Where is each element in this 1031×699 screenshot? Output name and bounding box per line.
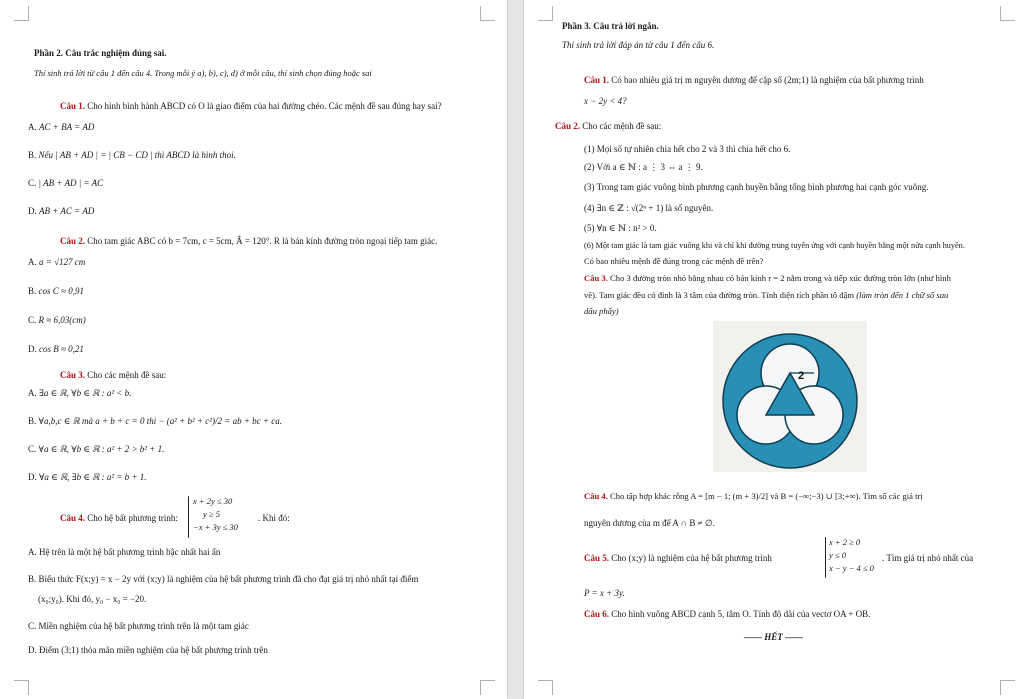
question-text-line2: P = x + 3y. [584,588,625,598]
question-label: Câu 1. [584,75,610,85]
question-text-after: . Khi đó: [258,513,290,523]
question-1 [60,101,442,112]
question-text: Cho (x;y) là nghiệm của hệ bất phương trình [611,553,772,563]
statement-4: (4) ∃n ∈ ℤ : √(2ⁿ + 1) là số nguyên. [584,203,714,213]
question-4 [60,513,178,524]
short-question-1 [584,75,924,86]
question-3 [60,370,166,381]
short-question-4 [584,491,923,502]
short-question-3 [584,273,951,284]
option-b: B. ∀a,b,c ∈ ℝ mà a + b + c = 0 thì − (a² + b² + c²)/2 = ab + bc + ca. [28,416,282,426]
question-label: Câu 1. [60,101,86,111]
option-b: B. Nếu | AB + AD | = | CB − CD | thì ABCD là hình thoi. [28,150,236,160]
statement-2: (2) Với a ∈ ℕ : a ⋮ 3 ⇔ a ⋮ 9. [584,162,703,172]
question-label: Câu 5. [584,553,610,563]
question-text-line2: x − 2y < 4? [584,96,627,106]
question-text-line2: nguyên dương của m để A ∩ B ≠ ∅. [584,518,715,528]
question-note: dấu phẩy) [584,306,619,316]
question-label: Câu 3. [60,370,86,380]
question-label: Câu 2. [60,236,86,246]
option-c: C. R ≈ 6,03(cm) [28,315,86,325]
question-text: Cho 3 đường tròn nhỏ bằng nhau có bán kính r = 2 nằm trong và tiếp xúc đường tròn lớn (như hình [610,273,951,283]
question-text: Cho các mệnh đề sau: [87,370,167,380]
question-text: Cho hình bình hành ABCD có O là giao điểm của hai đường chéo. Các mệnh đề sau đúng hay sai? [87,101,442,111]
inequality-system: x + 2y ≤ 30 y ≥ 5 −x + 3y ≤ 30 [193,496,238,532]
question-text-after: . Tìm giá trị nhỏ nhất của [882,553,974,563]
question-prompt: Có bao nhiêu mệnh đề đúng trong các mệnh đề trên? [584,256,764,266]
crop-mark [538,6,553,21]
option-b: B. Biểu thức F(x;y) = x − 2y với (x;y) là nghiệm của hệ bất phương trình đã cho đạt giá trị nhỏ nhất tại điểm [28,574,419,584]
section-title: Phần 3. Câu trả lời ngắn. [562,21,659,31]
option-a: A. ∃a ∈ ℝ, ∀b ∈ ℝ : a² < b. [28,388,132,398]
question-text-line2: vẽ). Tam giác đều có đỉnh là 3 tâm của đường tròn. Tính diện tích phần tô đậm (làm tròn đến 1 chữ số sau [584,290,949,300]
statement-3: (3) Trong tam giác vuông bình phương cạnh huyền bằng tổng bình phương hai cạnh góc vuông. [584,182,929,192]
question-label: Câu 4. [60,513,86,523]
option-a: A. Hệ trên là một hệ bất phương trình bậc nhất hai ẩn [28,547,221,557]
question-2 [60,236,437,247]
option-b-continued: (x₀;y₀). Khi đó, y₀ − x₀ = −20. [38,594,147,604]
option-d: D. ∀a ∈ ℝ, ∃b ∈ ℝ : a² = b + 1. [28,472,147,482]
option-c: C. Miền nghiệm của hệ bất phương trình trên là một tam giác [28,621,249,631]
question-text: Cho các mệnh đề sau: [582,121,662,131]
option-a: A. AC + BA = AD [28,122,95,132]
left-page [0,0,507,699]
statement-5: (5) ∀n ∈ ℕ : n² > 0. [584,223,657,233]
section-title: Phần 2. Câu trắc nghiệm đúng sai. [34,48,167,58]
system-brace [825,537,826,578]
system-brace [188,496,189,538]
short-question-5 [584,553,772,564]
option-d: D. AB + AC = AD [28,206,95,216]
short-question-6 [584,609,870,620]
inequality-system: x + 2 ≥ 0 y ≤ 0 x − y − 4 ≤ 0 [829,537,874,573]
circles-figure [713,321,867,472]
end-marker: —— HẾT —— [744,632,804,642]
option-b: B. cos C ≈ 0,91 [28,286,84,296]
question-text: Có bao nhiêu giá trị m nguyên dương để cặp số (2m;1) là nghiệm của bất phương trình [611,75,924,85]
crop-mark [1000,680,1015,695]
option-c: C. ∀a ∈ ℝ, ∀b ∈ ℝ : a² + 2 > b² + 1. [28,444,165,454]
crop-mark [480,6,495,21]
crop-mark [1000,6,1015,21]
crop-mark [14,680,29,695]
question-text: Cho tập hợp khác rỗng A = [m − 1; (m + 3)/2] và B = (−∞;−3) ∪ [3;+∞). Tìm số các giá trị [610,491,923,501]
option-a: A. a = √127 cm [28,257,86,267]
crop-mark [480,680,495,695]
question-label: Câu 6. [584,609,610,619]
statement-1: (1) Mọi số tự nhiên chia hết cho 2 và 3 thì chia hết cho 6. [584,144,791,154]
crop-mark [538,680,553,695]
question-label: Câu 3. [584,273,608,283]
section-instruction: Thí sinh trả lời từ câu 1 đến câu 4. Trong mỗi ý a), b), c), d) ở mỗi câu, thí sinh chọn đúng hoặc sai [34,68,372,78]
statement-6: (6) Một tam giác là tam giác vuông khi và chỉ khi đường trung tuyến ứng với cạnh huyền bằng một nửa cạnh huyền. [584,241,965,250]
option-d: D. Điểm (3;1) thỏa mãn miền nghiệm của hệ bất phương trình trên [28,645,268,655]
question-text: Cho tam giác ABC có b = 7cm, c = 5cm, Â = 120°. R là bán kính đường tròn ngoại tiếp tam giác. [87,236,438,246]
short-question-2 [555,121,661,132]
question-label: Câu 4. [584,491,608,501]
option-d: D. cos B ≈ 0,21 [28,344,84,354]
section-instruction: Thí sinh trả lời đáp án từ câu 1 đến câu 6. [562,40,715,50]
option-c: C. | AB + AD | = AC [28,178,104,188]
question-text: Cho hệ bất phương trình: [87,513,178,523]
question-label: Câu 2. [555,121,581,131]
crop-mark [14,6,29,21]
question-text: Cho hình vuông ABCD cạnh 5, tâm O. Tính độ dài của vectơ OA + OB. [611,609,871,619]
radius-label: 2 [798,370,805,382]
